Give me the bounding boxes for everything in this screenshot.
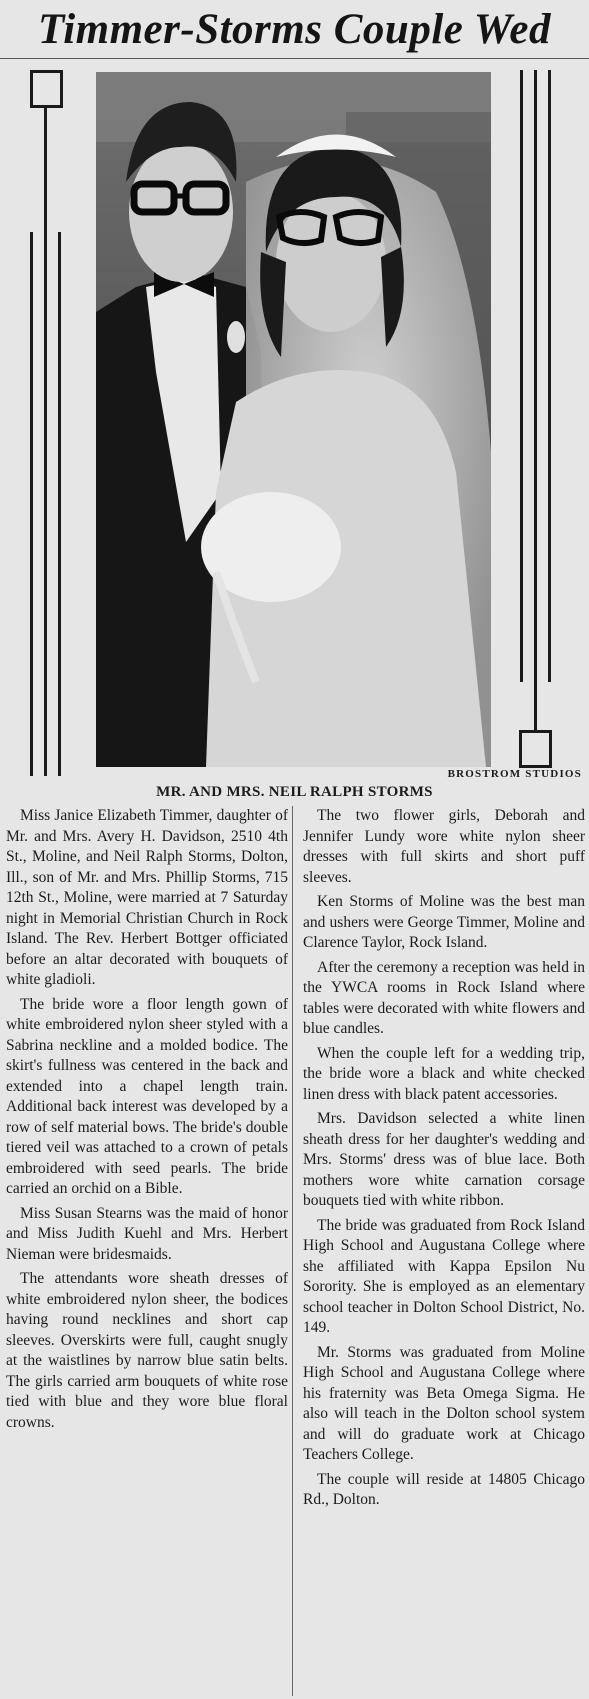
paragraph: Mr. Storms was graduated from Moline High School and Augustana College where his fraternity was Beta Omega Sigma. He also will teach in the Dolton school system and will do graduate work at Chicago Teachers College. xyxy=(303,1343,585,1463)
frame-box-bottom-right xyxy=(519,730,552,768)
paragraph: Miss Susan Stearns was the maid of honor and Miss Judith Kuehl and Mrs. Herbert Nieman were bridesmaids. xyxy=(6,1204,288,1263)
paragraph: Miss Janice Elizabeth Timmer, daughter of Mr. and Mrs. Avery H. Davidson, 2510 4th St., Moline, and Neil Ralph Storms, Dolton, Ill., son of Mr. and Mrs. Phillip Storms, 715 12th St., Moline, were married at 7 Saturday night in Memorial Christian Church in Rock Island. The Rev. Herbert Bottger officiated before an altar decorated with bouquets of white gladioli. xyxy=(6,807,288,988)
paragraph: Ken Storms of Moline was the best man and ushers were George Timmer, Moline and Clarence Taylor, Rock Island. xyxy=(303,893,585,951)
paragraph: The bride was graduated from Rock Island High School and Augustana College where she affiliated with Kappa Epsilon Nu Sorority. She is employed as an elementary school teacher in Dolton School District, No. 149. xyxy=(303,1216,585,1336)
photo-caption: MR. AND MRS. NEIL RALPH STORMS xyxy=(156,784,433,800)
paragraph: Mrs. Davidson selected a white linen sheath dress for her daughter's wedding and Mrs. Storms' dress was of blue lace. Both mothers wore white carnation corsage bouquets tied with white ribbon. xyxy=(303,1110,585,1209)
frame-box-top-left xyxy=(30,70,63,108)
wedding-photo xyxy=(96,72,491,767)
frame-line-left-center xyxy=(44,108,47,776)
paragraph: The couple will reside at 14805 Chicago Rd., Dolton. xyxy=(303,1470,585,1508)
frame-line-right-center xyxy=(534,70,537,730)
headline: Timmer-Storms Couple Wed xyxy=(38,6,551,53)
paragraph: After the ceremony a reception was held in the YWCA rooms in Rock Island where tables were decorated with white flowers and blue candles. xyxy=(303,958,585,1037)
column-divider xyxy=(292,806,293,1696)
photo-credit: BROSTROM STUDIOS xyxy=(447,768,582,780)
paragraph: The bride wore a floor length gown of white embroidered nylon sheer styled with a Sabrina neckline and a molded bodice. The skirt's fullness was centered in the back and extended into a chapel length train. Additional back interest was developed by a row of self material bows. The bride's double tiered veil was attached to a crown of petals embroidered with seed pearls. The bride carried an orchid on a Bible. xyxy=(6,995,288,1197)
frame-line-left-inner xyxy=(58,232,61,776)
paragraph: The two flower girls, Deborah and Jennifer Lundy wore white nylon sheer dresses with full skirts and short puff sleeves. xyxy=(303,807,585,886)
paragraph: When the couple left for a wedding trip, the bride wore a black and white checked linen dress with black patent accessories. xyxy=(303,1044,585,1103)
paragraph: The attendants wore sheath dresses of white embroidered nylon sheer, the bodices having round necklines and short cap sleeves. Overskirts were full, caught snugly at the waistlines by narrow blue satin belts. The girls carried arm bouquets of white rose tied with blue and they wore blue floral crowns. xyxy=(6,1270,288,1431)
frame-line-left-outer xyxy=(30,232,33,776)
frame-line-right-outer xyxy=(520,70,523,682)
article-column-right xyxy=(303,806,585,1515)
headline-rule xyxy=(0,58,589,59)
article-column-left xyxy=(6,806,288,1437)
frame-line-right-inner xyxy=(548,70,551,682)
